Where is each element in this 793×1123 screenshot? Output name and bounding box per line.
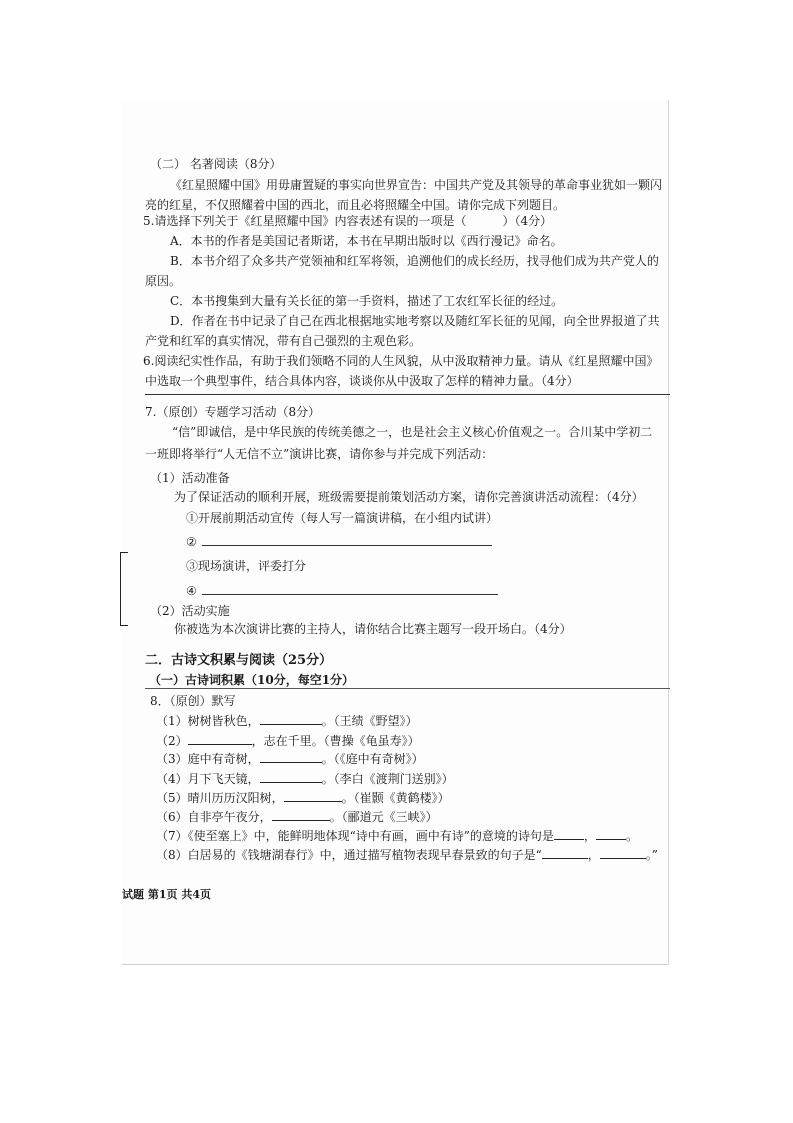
paper-bottom-edge [122,964,669,965]
divider [145,688,670,689]
recitation-line-5: （5）晴川历历汉阳树， 。（崔颢《黄鹤楼》） [156,791,450,805]
subtask-2-title: （2）活动实施 [150,604,230,618]
recitation-line-6: （6）自非亭午夜分， 。（郦道元《三峡》） [156,810,438,824]
flow-step-3: ③现场演讲，评委打分 [186,559,307,573]
option-d-cont: 产党和红军的真实情况，带有自己强烈的主观色彩。 [145,334,422,348]
fill-blank[interactable] [272,808,330,821]
fill-blank[interactable] [600,846,646,859]
recitation-line-3: （3）庭中有奇树， 。（《庭中有奇树》） [156,752,424,766]
flow-step-2-label: ② [186,535,197,549]
question-7: 7.（原创）专题学习活动（8分） [145,405,321,419]
section-heading-famous-books: （二） 名著阅读（8分） [150,157,282,171]
passage-line: 一班即将举行“人无信不立”演讲比赛，请你参与并完成下列活动： [145,447,494,461]
fill-blank[interactable] [596,827,626,840]
fill-blank[interactable] [260,750,322,763]
question-6-cont: 中选取一个典型事件，结合具体内容，谈谈你从中汲取了怎样的精神力量。（4分） [145,374,579,388]
flow-step-4-blank[interactable] [202,594,498,595]
paper-right-edge [668,100,669,965]
fill-blank[interactable] [554,827,584,840]
passage-line: “信”即诚信，是中华民族的传统美德之一，也是社会主义核心价值观之一。合川某中学初二 [172,425,653,439]
passage-line: 亮的红星，不仅照耀着中国的西北，而且必将照耀全中国。请你完成下列题目。 [145,198,566,212]
recitation-line-1: （1）树树皆秋色， 。（王绩《野望》） [156,714,418,728]
option-a: A．本书的作者是美国记者斯诺，本书在早期出版时以《西行漫记》命名。 [170,234,563,248]
answer-line[interactable] [145,394,670,395]
question-8: 8．（原创）默写 [150,694,236,708]
question-5: 5.请选择下列关于《红星照耀中国》内容表述有误的一项是（ ）（4分） [143,214,553,228]
recitation-line-4: （4）月下飞天镜， 。（李白《渡荆门送别》） [156,772,454,786]
flow-step-1: ①开展前期活动宣传（每人写一篇演讲稿，在小组内试讲） [186,511,499,525]
margin-bracket [120,552,128,626]
option-d: D．作者在书中记录了自己在西北根据地实地考察以及随红军长征的见闻，向全世界报道了共 [170,314,660,328]
page-footer: 试题 第1页 共4页 [122,888,211,901]
passage-line: 《红星照耀中国》用毋庸置疑的事实向世界宣告：中国共产党及其领导的革命事业犹如一颗闪 [170,178,663,192]
fill-blank[interactable] [542,846,588,859]
option-b-cont: 原因。 [145,274,182,288]
recitation-line-7: （7）《使至塞上》中，能鲜明地体现“诗中有画，画中有诗”的意境的诗句是 ， 。 [156,829,638,843]
part-heading: 二．古诗文积累与阅读（25分） [145,653,333,668]
recitation-line-2: （2） ，志在千里。（曹操《龟虽寿》） [156,734,420,748]
fill-blank[interactable] [260,712,322,725]
fill-blank[interactable] [188,732,252,745]
option-b: B．本书介绍了众多共产党领袖和红军将领，追溯他们的成长经历，找寻他们成为共产党人的 [170,254,659,268]
subtask-1-text: 为了保证活动的顺利开展，班级需要提前策划活动方案，请你完善演讲活动流程：（4分） [174,490,644,504]
flow-step-4-label: ④ [186,584,197,598]
subtask-1-title: （1）活动准备 [150,471,230,485]
fill-blank[interactable] [260,770,322,783]
recitation-line-8: （8）白居易的《钱塘湖春行》中，通过描写植物表现早春景致的句子是“ ， 。” [156,848,658,862]
flow-step-2-blank[interactable] [202,545,492,546]
question-6: 6.阅读纪实性作品，有助于我们领略不同的人生风貌，从中汲取精神力量。请从《红星照耀中国》 [143,354,659,368]
option-c: C．本书搜集到大量有关长征的第一手资料，描述了工农红军长征的经过。 [170,294,564,308]
subsection-heading: （一）古诗词积累（10分，每空1分） [149,673,355,687]
fill-blank[interactable] [284,789,342,802]
subtask-2-text: 你被选为本次演讲比赛的主持人，请你结合比赛主题写一段开场白。（4分） [174,622,572,636]
